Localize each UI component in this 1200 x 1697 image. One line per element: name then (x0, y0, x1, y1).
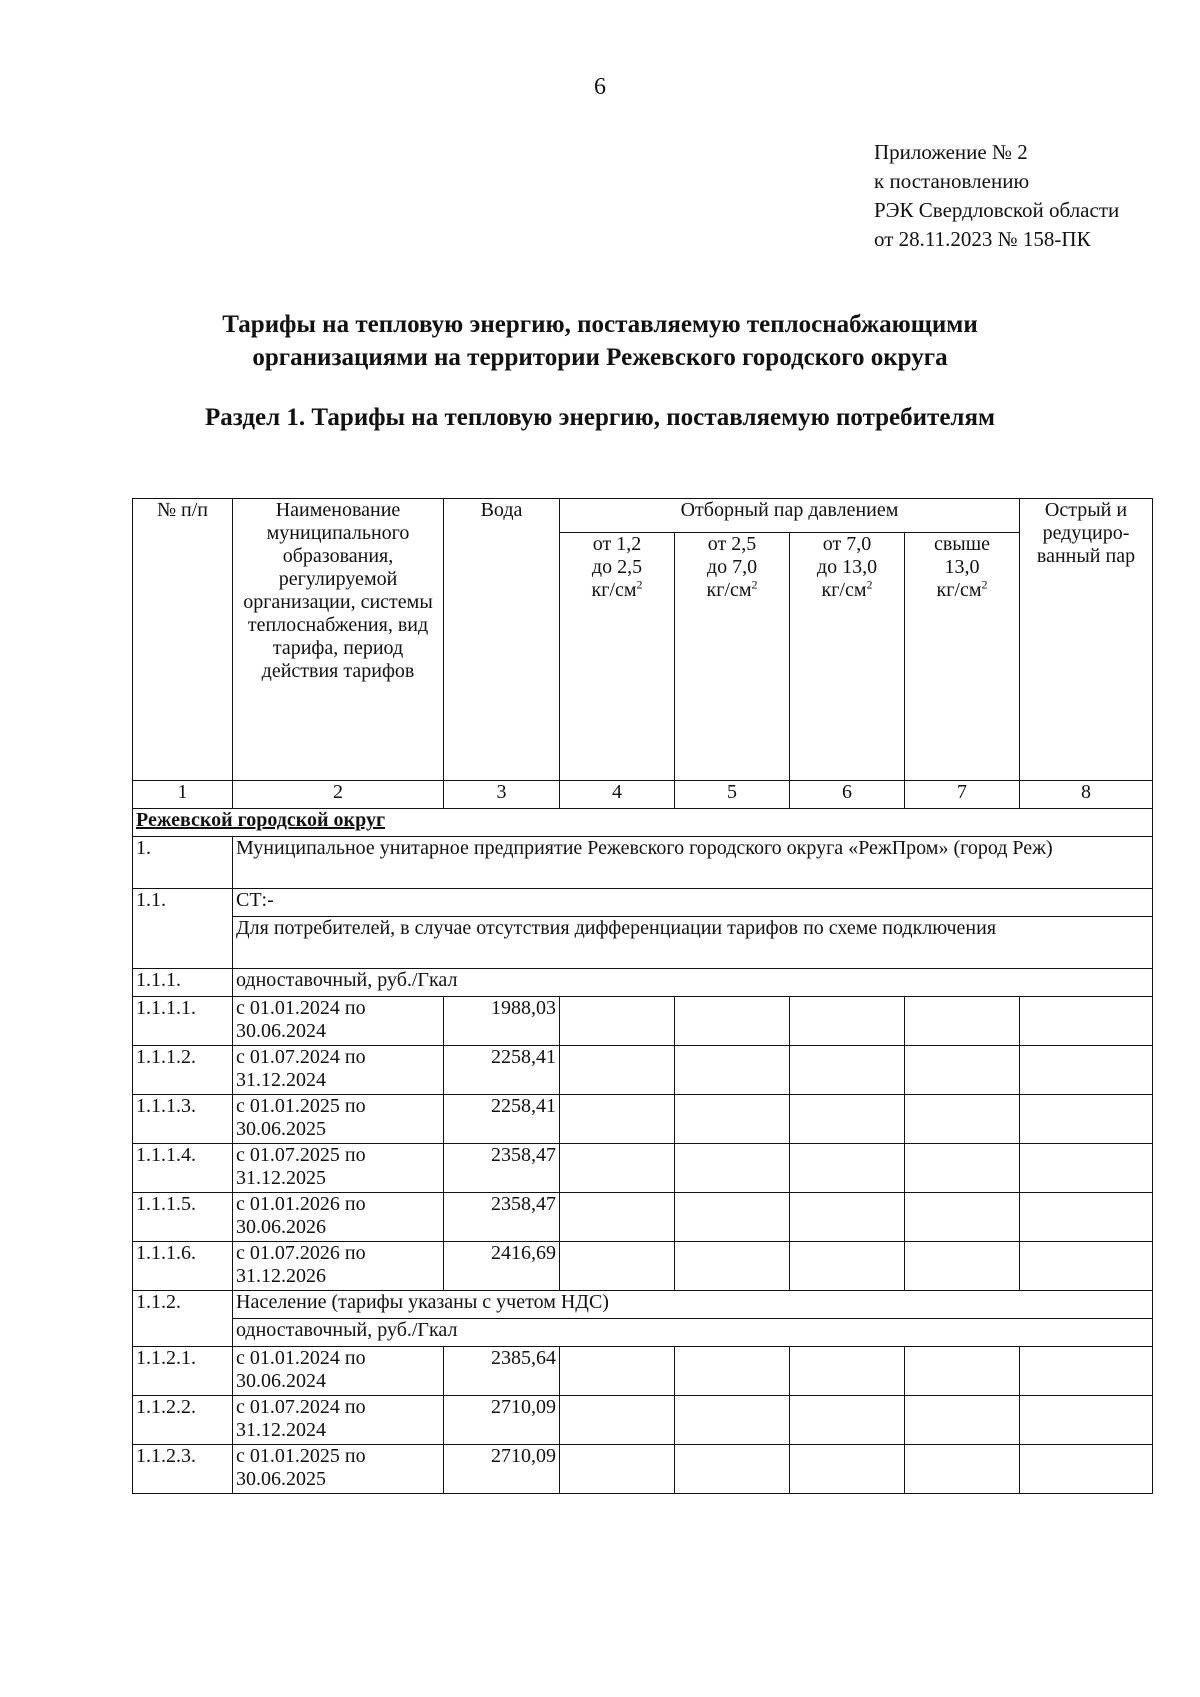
row-number: 1.1.1.2. (133, 1046, 233, 1095)
appendix-line-3: РЭК Свердловской области (874, 198, 1120, 222)
row-water-value: 1988,03 (444, 997, 560, 1046)
table-row (133, 1445, 1153, 1494)
population-rate-label: одноставочный, руб./Гкал (233, 1319, 1153, 1347)
row-period: с 01.07.2026 по 31.12.2026 (233, 1242, 444, 1291)
header-sharp-steam: Острый и редуциро-ванный пар (1020, 499, 1153, 781)
header-number: № п/п (133, 499, 233, 781)
appendix-line-4: от 28.11.2023 № 158-ПК (874, 227, 1091, 251)
column-number-1: 1 (133, 781, 233, 809)
header-steam-3: от 7,0 до 13,0 $кг/см^2$ (790, 533, 905, 781)
table-row (133, 1242, 1153, 1291)
st-label: СТ:- (233, 889, 1153, 917)
row-water-value: 2358,47 (444, 1193, 560, 1242)
appendix-line-1: Приложение № 2 (874, 140, 1028, 164)
row-period: с 01.01.2025 по 30.06.2025 (233, 1445, 444, 1494)
row-number: 1.1.1.6. (133, 1242, 233, 1291)
row-water-value: 2258,41 (444, 1095, 560, 1144)
district-name: Режевской городской округ (133, 809, 1153, 837)
table-row (133, 1347, 1153, 1396)
table-row (133, 997, 1153, 1046)
header-steam-2: от 2,5 до 7,0 $кг/см^2$ (675, 533, 790, 781)
table-row (133, 1193, 1153, 1242)
column-number-2: 2 (233, 781, 444, 809)
row-period: с 01.07.2025 по 31.12.2025 (233, 1144, 444, 1193)
single-rate-number: 1.1.1. (133, 969, 233, 997)
row-period: с 01.01.2024 по 30.06.2024 (233, 997, 444, 1046)
column-number-3: 3 (444, 781, 560, 809)
column-number-8: 8 (1020, 781, 1153, 809)
page-number: 6 (594, 74, 606, 100)
header-name: Наименование муниципального образования, регулируемой организации, системы теплоснабжения, вид тарифа, период действия тарифов (233, 499, 444, 781)
tariff-table (132, 498, 1153, 1494)
row-number: 1.1.2.3. (133, 1445, 233, 1494)
table-row (133, 1144, 1153, 1193)
row-number: 1.1.1.4. (133, 1144, 233, 1193)
row-period: с 01.01.2025 по 30.06.2025 (233, 1095, 444, 1144)
header-steam-1: от 1,2 до 2,5 $кг/см^2$ (560, 533, 675, 781)
row-number: 1.1.1.5. (133, 1193, 233, 1242)
row-water-value: 2710,09 (444, 1445, 560, 1494)
document-title (0, 308, 1200, 374)
table-row (133, 1046, 1153, 1095)
row-number: 1.1.1.1. (133, 997, 233, 1046)
row-period: с 01.07.2024 по 31.12.2024 (233, 1046, 444, 1095)
column-number-4: 4 (560, 781, 675, 809)
row-water-value: 2358,47 (444, 1144, 560, 1193)
row-period: с 01.07.2024 по 31.12.2024 (233, 1396, 444, 1445)
row-water-value: 2258,41 (444, 1046, 560, 1095)
column-number-6: 6 (790, 781, 905, 809)
org-name: Муниципальное унитарное предприятие Режевского городского округа «РежПром» (город Реж) (233, 837, 1153, 889)
header-steam-4: свыше 13,0 $кг/см^2$ (905, 533, 1020, 781)
single-rate-label: одноставочный, руб./Гкал (233, 969, 1153, 997)
row-number: 1.1.1.3. (133, 1095, 233, 1144)
column-number-7: 7 (905, 781, 1020, 809)
row-water-value: 2385,64 (444, 1347, 560, 1396)
row-number: 1.1.2.1. (133, 1347, 233, 1396)
org-number: 1. (133, 837, 233, 889)
st-number: 1.1. (133, 889, 233, 969)
consumers-label: Для потребителей, в случае отсутствия дифференциации тарифов по схеме подключения (233, 917, 1153, 969)
row-number: 1.1.2.2. (133, 1396, 233, 1445)
table-row (133, 1396, 1153, 1445)
row-period: с 01.01.2024 по 30.06.2024 (233, 1347, 444, 1396)
population-label: Население (тарифы указаны с учетом НДС) (233, 1291, 1153, 1319)
appendix-line-2: к постановлению (874, 169, 1030, 193)
title-line-1: Тарифы на тепловую энергию, поставляемую теплоснабжающими (222, 311, 978, 338)
column-number-5: 5 (675, 781, 790, 809)
title-line-2: организациями на территории Режевского городского округа (252, 344, 948, 371)
header-water: Вода (444, 499, 560, 781)
row-period: с 01.01.2026 по 30.06.2026 (233, 1193, 444, 1242)
table-row (133, 1095, 1153, 1144)
row-water-value: 2416,69 (444, 1242, 560, 1291)
appendix-block (874, 138, 1119, 254)
population-number: 1.1.2. (133, 1291, 233, 1347)
header-steam-group: Отборный пар давлением (560, 499, 1020, 533)
row-water-value: 2710,09 (444, 1396, 560, 1445)
section-title: Раздел 1. Тарифы на тепловую энергию, поставляемую потребителям (204, 404, 996, 431)
